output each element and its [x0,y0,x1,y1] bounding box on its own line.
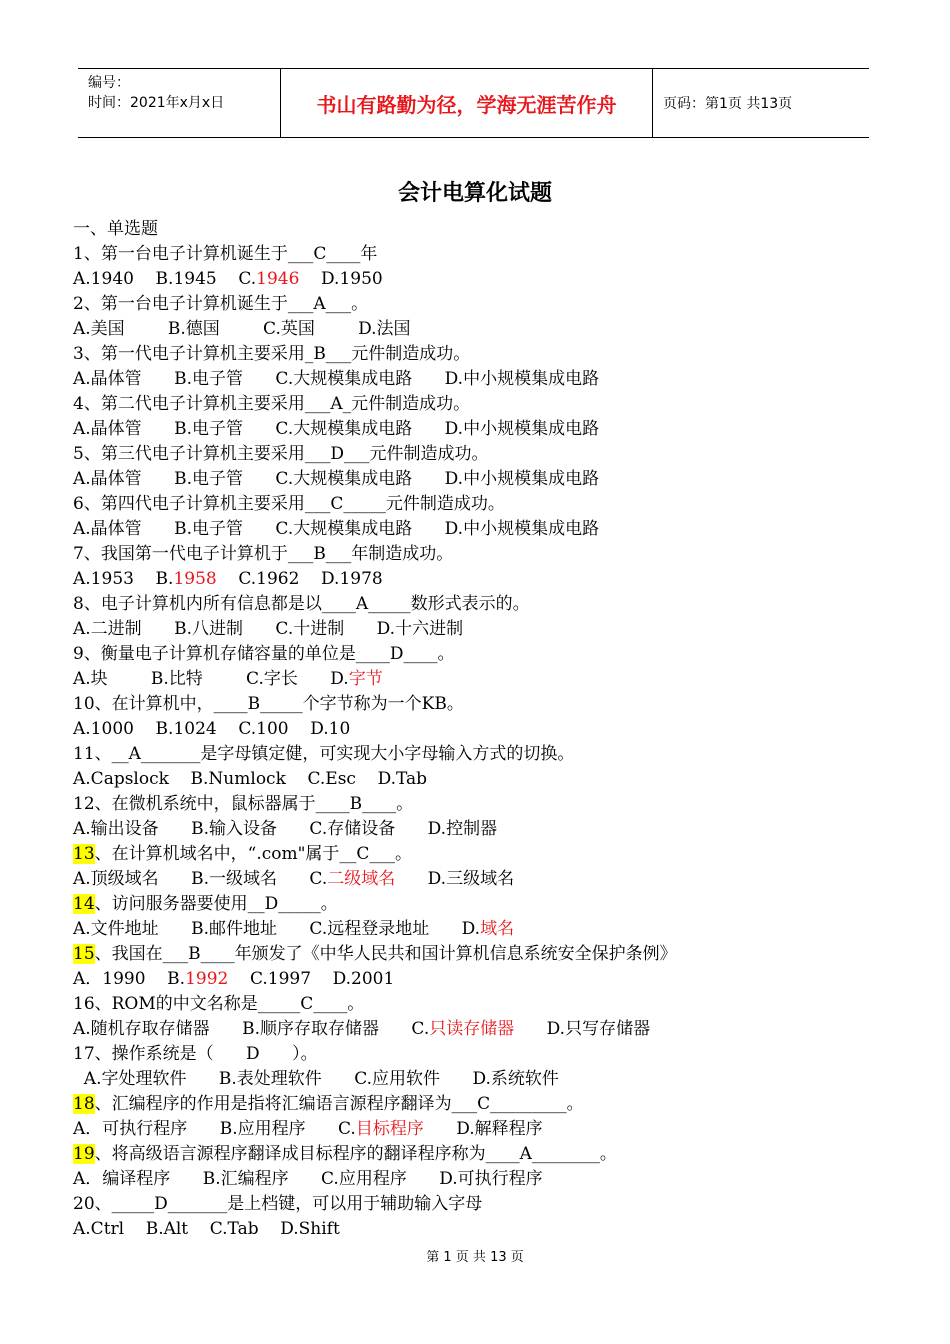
text-segment: 、访问服务器要使用__D_____。 [94,894,338,914]
text-line [73,717,913,742]
text-segment: A.随机存取存储器 B.顺序存取存储器 C. [73,1019,430,1039]
header-motto: 书山有路勤为径，学海无涯苦作舟 [281,69,653,137]
text-line [73,992,913,1017]
text-segment: A.晶体管 B.电子管 C.大规模集成电路 D.中小规模集成电路 [73,519,600,539]
text-line [73,1142,913,1167]
text-line [73,792,913,817]
answer-highlight: 二级域名 [327,869,396,889]
text-segment: A.Capslock B.Numlock C.Esc D.Tab [73,769,428,789]
header-meta [78,69,281,137]
text-line [73,1192,913,1217]
text-segment: 、我国在___B____年颁发了《中华人民共和国计算机信息系统安全保护条例》 [94,944,677,964]
text-line [73,642,913,667]
text-segment: 2、第一台电子计算机诞生于___A___。 [73,294,369,314]
text-line [73,267,913,292]
text-line [73,592,913,617]
text-line [73,242,913,267]
text-segment: 9、衡量电子计算机存储容量的单位是____D____。 [73,644,455,664]
question-number-highlight: 13 [73,844,95,864]
text-line [73,692,913,717]
text-line [73,817,913,842]
text-line [73,1167,913,1192]
header-page-label: 页码：第1页 共13页 [663,96,793,112]
text-segment: 10、在计算机中，____B_____个字节称为一个KB。 [73,694,464,714]
answer-highlight: 1992 [185,969,229,989]
text-segment: A.晶体管 B.电子管 C.大规模集成电路 D.中小规模集成电路 [73,419,600,439]
text-segment: 3、第一代电子计算机主要采用_B___元件制造成功。 [73,344,471,364]
answer-highlight: 只读存储器 [429,1019,515,1039]
text-segment: 16、ROM的中文名称是_____C____。 [73,994,365,1014]
question-number-highlight: 19 [73,1144,95,1164]
footer-current-page: 1 [443,1250,452,1265]
text-line [73,567,913,592]
answer-highlight: 1946 [256,269,300,289]
text-line [73,1017,913,1042]
text-segment: 4、第二代电子计算机主要采用___A_元件制造成功。 [73,394,471,414]
answer-highlight: 字节 [348,669,383,689]
text-line [73,1042,913,1067]
text-line [73,842,913,867]
text-line [73,317,913,342]
text-segment: 、将高级语言源程序翻译成目标程序的翻译程序称为____A________。 [94,1144,617,1164]
text-segment: 11、__A_______是字母镇定健，可实现大小字母输入方式的切换。 [73,744,575,764]
answer-highlight: 1958 [173,569,217,589]
text-segment: A.美国 B.德国 C.英国 D.法国 [73,319,411,339]
text-segment: A.文件地址 B.邮件地址 C.远程登录地址 D. [73,919,481,939]
text-segment: A.1000 B.1024 C.100 D.10 [73,719,351,739]
text-segment: A.晶体管 B.电子管 C.大规模集成电路 D.中小规模集成电路 [73,469,600,489]
text-segment: A.1953 B. [73,569,174,589]
text-line [73,1092,913,1117]
text-segment: 一、单选题 [73,219,158,239]
text-line [73,917,913,942]
text-segment: A.Ctrl B.Alt C.Tab D.Shift [73,1219,340,1239]
text-segment: A.块 B.比特 C.字长 D. [73,669,349,689]
text-segment: A.1940 B.1945 C. [73,269,257,289]
text-line [73,392,913,417]
question-number-highlight: 15 [73,944,95,964]
text-segment: 1、第一台电子计算机诞生于___C____年 [73,244,378,264]
text-line [73,517,913,542]
text-segment: A.二进制 B.八进制 C.十进制 D.十六进制 [73,619,464,639]
answer-highlight: 域名 [480,919,515,939]
text-segment: 12、在微机系统中，鼠标器属于____B____。 [73,794,414,814]
text-segment: 6、第四代电子计算机主要采用___C_____元件制造成功。 [73,494,505,514]
text-line [73,442,913,467]
text-segment: 17、操作系统是（ D ）。 [73,1044,318,1064]
text-line [73,942,913,967]
text-line [73,342,913,367]
text-segment: C.1962 D.1978 [216,569,383,589]
text-line [73,542,913,567]
text-line [73,292,913,317]
footer-pre: 第 [426,1250,444,1265]
text-segment: A.输出设备 B.输入设备 C.存储设备 D.控制器 [73,819,498,839]
text-segment: 、在计算机域名中，“.com"属于__C___。 [94,844,412,864]
text-segment: D.1950 [299,269,383,289]
text-segment: 5、第三代电子计算机主要采用___D___元件制造成功。 [73,444,489,464]
footer-mid: 页 共 [451,1250,491,1265]
text-segment: C.1997 D.2001 [228,969,395,989]
footer-total-pages: 13 [490,1250,507,1265]
text-line [73,1217,913,1242]
footer-post: 页 [506,1250,524,1265]
text-segment: D.三级域名 [395,869,515,889]
text-segment: A．编译程序 B.汇编程序 C.应用程序 D.可执行程序 [73,1169,543,1189]
text-segment: A.晶体管 B.电子管 C.大规模集成电路 D.中小规模集成电路 [73,369,600,389]
text-line [73,967,913,992]
text-line [73,742,913,767]
question-number-highlight: 14 [73,894,95,914]
answer-highlight: 目标程序 [355,1119,424,1139]
text-line [73,617,913,642]
question-number-highlight: 18 [73,1094,95,1114]
header-time: 时间：2021年x月x日 [88,95,225,111]
text-segment: A．1990 B. [73,969,186,989]
document-title: 会计电算化试题 [397,181,552,206]
text-line [73,892,913,917]
text-line [73,417,913,442]
text-line [73,467,913,492]
page-footer [0,1246,950,1265]
text-segment: D.只写存储器 [514,1019,651,1039]
text-segment: A．可执行程序 B.应用程序 C. [73,1119,356,1139]
text-line [73,667,913,692]
text-line [73,767,913,792]
text-segment: 7、我国第一代电子计算机于___B___年制造成功。 [73,544,454,564]
header-number: 编号： [88,75,130,91]
text-line [73,492,913,517]
text-line [73,867,913,892]
text-line [73,1067,913,1092]
text-segment: 8、电子计算机内所有信息都是以____A_____数形式表示的。 [73,594,530,614]
text-segment: 、汇编程序的作用是指将汇编语言源程序翻译为___C_________。 [94,1094,584,1114]
text-segment: 20、_____D_______是上档键，可以用于辅助输入字母 [73,1194,483,1214]
text-segment: A.字处理软件 B.表处理软件 C.应用软件 D.系统软件 [73,1069,559,1089]
text-segment: A.顶级域名 B.一级域名 C. [73,869,328,889]
text-segment: D.解释程序 [423,1119,543,1139]
question-list [73,217,913,1242]
page-header [78,68,869,138]
text-line [73,1117,913,1142]
text-line [73,217,913,242]
text-line [73,367,913,392]
